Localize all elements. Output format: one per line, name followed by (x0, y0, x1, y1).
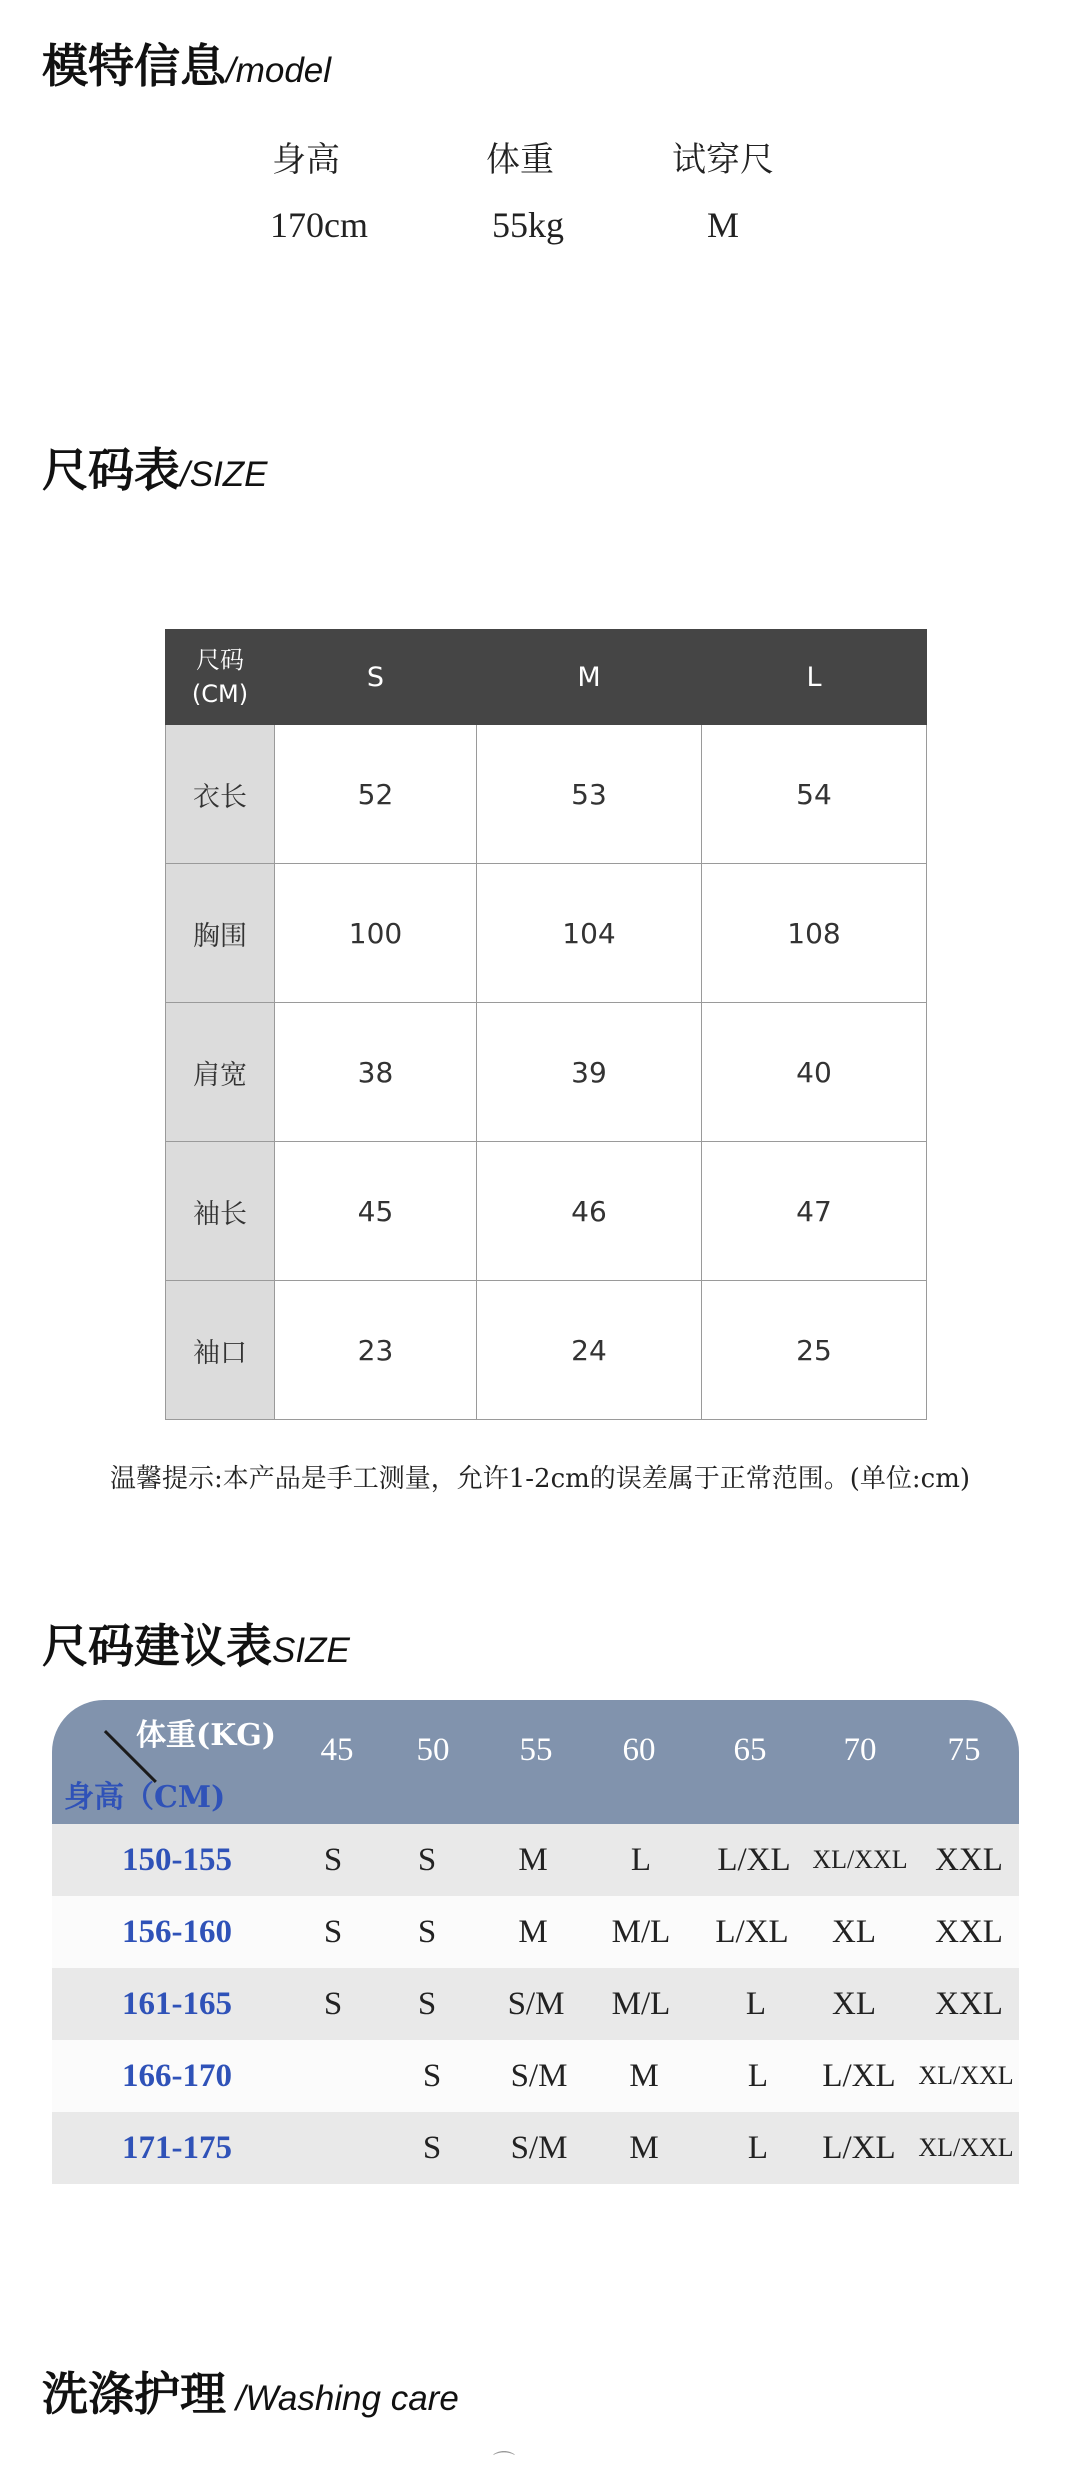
height-axis-label: 身高（CM) (64, 1780, 226, 1815)
table-cell: 24 (477, 1281, 702, 1420)
size-cell: M/L (611, 1914, 671, 1950)
size-cell: M (629, 2058, 659, 2094)
table-cell: 23 (275, 1281, 477, 1420)
size-cell: XXL (935, 1914, 1003, 1950)
table-cell: 46 (477, 1142, 702, 1281)
table-cell: 39 (477, 1003, 702, 1142)
recommend-row (52, 2112, 1019, 2184)
table-cell: 108 (702, 864, 927, 1003)
size-cell: S (323, 1914, 343, 1950)
size-cell: M (518, 1842, 548, 1878)
row-label: 胸围 (166, 864, 275, 1003)
size-cell: L/XL (822, 2130, 896, 2166)
size-cell: XL/XXL (918, 2061, 1014, 2090)
size-title-en: /SIZE (180, 455, 268, 494)
size-cell: L (745, 1986, 767, 2022)
table-cell: 38 (275, 1003, 477, 1142)
model-header-weight: 体重 (486, 140, 554, 180)
height-range: 156-160 (122, 1914, 232, 1950)
table-cell: 25 (702, 1281, 927, 1420)
size-cell: L/XL (717, 1842, 791, 1878)
model-value-weight: 55kg (492, 205, 564, 245)
size-cell: L (747, 2130, 769, 2166)
size-cell: S (323, 1842, 343, 1878)
size-cell: S (417, 1842, 437, 1878)
size-cell: S (422, 2058, 442, 2094)
table-cell: 45 (275, 1142, 477, 1281)
table-cell: 52 (275, 725, 477, 864)
size-cell: S/M (510, 2058, 568, 2094)
size-section-title (42, 434, 268, 500)
corner-label: 尺码 (196, 646, 244, 674)
table-row (166, 1142, 927, 1281)
size-cell: S (323, 1986, 343, 2022)
recommend-row (52, 1824, 1019, 1896)
height-range: 150-155 (122, 1842, 232, 1878)
washing-title-en: /Washing care (226, 2379, 459, 2418)
size-table-header-row (166, 630, 927, 725)
recommend-row (52, 2040, 1019, 2112)
size-col-s: S (275, 630, 477, 725)
row-label: 肩宽 (166, 1003, 275, 1142)
washing-icon-fragment: ⌒ (493, 2451, 516, 2476)
recommend-title-cn: 尺码建议表 (42, 1619, 272, 1673)
recommend-table (52, 1700, 1019, 2184)
table-cell: 40 (702, 1003, 927, 1142)
weight-col-header: 50 (416, 1732, 450, 1768)
washing-section-title (42, 2358, 459, 2424)
size-cell: M (629, 2130, 659, 2166)
size-table-corner (166, 630, 275, 725)
size-table (165, 629, 927, 1420)
size-cell: S/M (510, 2130, 568, 2166)
recommend-header (52, 1700, 1019, 1824)
table-cell: 53 (477, 725, 702, 864)
table-row (166, 1003, 927, 1142)
height-range: 171-175 (122, 2130, 232, 2166)
size-cell: XL/XXL (918, 2133, 1014, 2162)
size-cell: XL (832, 1914, 876, 1950)
recommend-row (52, 1896, 1019, 1968)
washing-title-cn: 洗涤护理 (42, 2367, 226, 2421)
model-title-cn: 模特信息 (42, 39, 226, 93)
recommend-section-title (42, 1610, 350, 1676)
size-title-cn: 尺码表 (42, 443, 180, 497)
table-row (166, 1281, 927, 1420)
model-section-title (42, 30, 331, 96)
recommend-row (52, 1968, 1019, 2040)
size-cell: L/XL (715, 1914, 789, 1950)
table-row (166, 725, 927, 864)
height-range: 161-165 (122, 1986, 232, 2022)
size-cell: XXL (935, 1842, 1003, 1878)
row-label: 袖口 (166, 1281, 275, 1420)
weight-col-header: 65 (733, 1732, 767, 1768)
row-label: 衣长 (166, 725, 275, 864)
weight-col-header: 45 (320, 1732, 354, 1768)
model-header-height: 身高 (272, 140, 340, 180)
weight-col-header: 55 (519, 1732, 553, 1768)
size-cell: S (422, 2130, 442, 2166)
size-cell: M/L (611, 1986, 671, 2022)
measurement-note: 温馨提示:本产品是手工测量，允许1-2cm的误差属于正常范围。(单位:cm) (109, 1464, 971, 1494)
weight-col-header: 75 (947, 1732, 981, 1768)
weight-col-header: 70 (843, 1732, 877, 1768)
model-header-size: 试穿尺 (672, 140, 774, 180)
model-title-en: /model (226, 51, 332, 90)
table-row (166, 864, 927, 1003)
size-col-m: M (477, 630, 702, 725)
model-value-height: 170cm (270, 205, 368, 245)
size-cell: L/XL (822, 2058, 896, 2094)
recommend-title-en: SIZE (272, 1631, 350, 1670)
size-cell: S/M (507, 1986, 565, 2022)
model-value-size: M (707, 205, 740, 245)
table-cell: 47 (702, 1142, 927, 1281)
weight-col-header: 60 (622, 1732, 656, 1768)
table-cell: 104 (477, 864, 702, 1003)
size-cell: L (747, 2058, 769, 2094)
size-cell: XXL (935, 1986, 1003, 2022)
corner-unit: (CM) (191, 680, 249, 708)
size-cell: XL/XXL (812, 1845, 908, 1874)
size-col-l: L (702, 630, 927, 725)
table-cell: 54 (702, 725, 927, 864)
size-cell: L (630, 1842, 652, 1878)
weight-axis-label: 体重(KG) (136, 1718, 277, 1753)
size-cell: M (518, 1914, 548, 1950)
size-cell: S (417, 1986, 437, 2022)
table-cell: 100 (275, 864, 477, 1003)
row-label: 袖长 (166, 1142, 275, 1281)
size-cell: XL (832, 1986, 876, 2022)
height-range: 166-170 (122, 2058, 232, 2094)
size-cell: S (417, 1914, 437, 1950)
